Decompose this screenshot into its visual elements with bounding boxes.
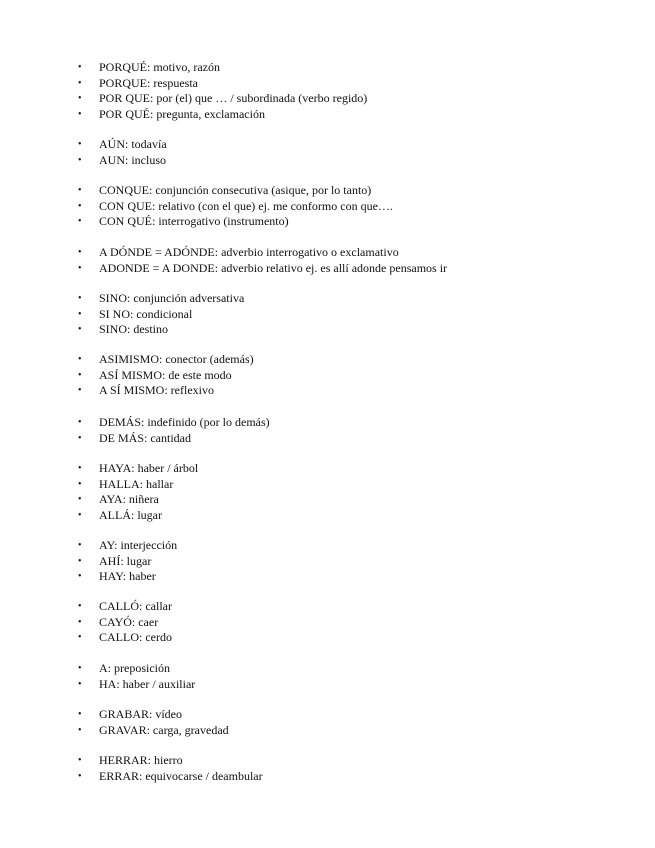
bullet-icon: • <box>78 755 82 766</box>
list-item-text: CALLO: cerdo <box>99 630 172 644</box>
bullet-icon: • <box>78 601 82 612</box>
bullet-icon: • <box>78 139 82 150</box>
bullet-group <box>0 661 655 692</box>
bullet-group <box>0 461 655 523</box>
list-item-text: PORQUÉ: motivo, razón <box>99 60 220 74</box>
bullet-icon: • <box>78 185 82 196</box>
bullet-group <box>0 415 655 446</box>
list-item <box>0 76 655 92</box>
bullet-icon: • <box>78 540 82 551</box>
list-item <box>0 554 655 570</box>
bullet-group <box>0 60 655 122</box>
bullet-icon: • <box>78 555 82 567</box>
list-item <box>0 769 655 785</box>
list-item <box>0 707 655 723</box>
list-item-text: AÚN: todavía <box>99 137 167 151</box>
list-item-text: ERRAR: equivocarse / deambular <box>99 768 263 783</box>
list-item <box>0 630 655 646</box>
list-item-text: AHÍ: lugar <box>99 553 152 568</box>
list-item <box>0 291 655 307</box>
bullet-icon: • <box>78 108 82 120</box>
list-item <box>0 415 655 431</box>
bullet-icon: • <box>78 509 82 521</box>
list-item <box>0 153 655 169</box>
list-item <box>0 107 655 123</box>
list-item <box>0 352 655 368</box>
list-item <box>0 477 655 493</box>
list-item <box>0 91 655 107</box>
bullet-icon: • <box>78 432 82 444</box>
list-item <box>0 199 655 215</box>
list-item-text: HAYA: haber / árbol <box>99 461 199 475</box>
bullet-group <box>0 352 655 399</box>
list-item-text: ASIMISMO: conector (además) <box>99 352 254 366</box>
list-item-text: HALLA: hallar <box>99 476 174 491</box>
list-item-text: GRAVAR: carga, gravedad <box>99 722 229 737</box>
list-item <box>0 538 655 554</box>
list-item-text: CON QUE: relativo (con el que) ej. me conformo con que…. <box>99 198 393 213</box>
list-item <box>0 753 655 769</box>
bullet-group <box>0 599 655 646</box>
list-item-text: AUN: incluso <box>99 152 166 167</box>
list-item <box>0 615 655 631</box>
list-item-text: GRABAR: vídeo <box>99 707 183 721</box>
bullet-group <box>0 137 655 168</box>
list-item-text: DEMÁS: indefinido (por lo demás) <box>99 415 270 429</box>
bullet-group <box>0 291 655 338</box>
bullet-icon: • <box>78 724 82 736</box>
list-item-text: HA: haber / auxiliar <box>99 676 196 691</box>
list-item <box>0 508 655 524</box>
list-item-text: PORQUE: respuesta <box>99 75 198 90</box>
bullet-icon: • <box>78 93 82 104</box>
bullet-icon: • <box>78 77 82 89</box>
list-item <box>0 322 655 338</box>
list-item-text: SI NO: condicional <box>99 306 193 321</box>
list-item-text: ADONDE = A DONDE: adverbio relativo ej. es allí adonde pensamos ir <box>99 260 448 275</box>
list-item-text: AY: interjección <box>99 538 178 552</box>
list-item-text: POR QUE: por (el) que … / subordinada (verbo regido) <box>99 91 368 105</box>
bullet-icon: • <box>78 494 82 505</box>
list-item <box>0 245 655 261</box>
bullet-icon: • <box>78 308 82 320</box>
list-item <box>0 431 655 447</box>
list-item-text: A SÍ MISMO: reflexivo <box>99 383 214 397</box>
bullet-group <box>0 538 655 585</box>
list-item <box>0 461 655 477</box>
bullet-icon: • <box>78 571 82 582</box>
bullet-icon: • <box>78 478 82 490</box>
bullet-icon: • <box>78 293 82 304</box>
list-item <box>0 661 655 677</box>
bullet-icon: • <box>78 262 82 274</box>
list-item <box>0 183 655 199</box>
bullet-group <box>0 183 655 230</box>
bullet-icon: • <box>78 324 82 335</box>
list-item <box>0 368 655 384</box>
list-item-text: A: preposición <box>99 661 170 675</box>
bullet-icon: • <box>78 247 82 258</box>
list-item <box>0 307 655 323</box>
bullet-icon: • <box>78 385 82 396</box>
list-item <box>0 137 655 153</box>
list-item-text: SINO: conjunción adversativa <box>99 291 245 305</box>
bullet-icon: • <box>78 463 82 474</box>
bullet-icon: • <box>78 417 82 428</box>
list-item-text: DE MÁS: cantidad <box>99 430 191 445</box>
bullet-icon: • <box>78 709 82 720</box>
list-item-text: POR QUÉ: pregunta, exclamación <box>99 106 265 121</box>
list-item-text: CALLÓ: callar <box>99 599 172 613</box>
list-item-text: A DÓNDE = ADÓNDE: adverbio interrogativo o exclamativo <box>99 245 399 259</box>
bullet-icon: • <box>78 663 82 674</box>
list-item-text: ALLÁ: lugar <box>99 507 162 522</box>
list-item <box>0 569 655 585</box>
bullet-icon: • <box>78 632 82 643</box>
list-item <box>0 383 655 399</box>
bullet-group <box>0 707 655 738</box>
bullet-icon: • <box>78 62 82 73</box>
bullet-icon: • <box>78 616 82 628</box>
list-item-text: CONQUE: conjunción consecutiva (asique, por lo tanto) <box>99 183 372 197</box>
list-item <box>0 492 655 508</box>
list-item-text: HAY: haber <box>99 569 156 583</box>
list-item <box>0 677 655 693</box>
bullet-icon: • <box>78 154 82 166</box>
list-item-text: AYA: niñera <box>99 492 159 506</box>
bullet-icon: • <box>78 369 82 381</box>
bullet-group <box>0 753 655 784</box>
list-item-text: CON QUÉ: interrogativo (instrumento) <box>99 214 289 228</box>
bullet-icon: • <box>78 200 82 212</box>
bullet-group <box>0 245 655 276</box>
bullet-icon: • <box>78 678 82 690</box>
list-item <box>0 60 655 76</box>
list-item-text: CAYÓ: caer <box>99 614 159 629</box>
bullet-icon: • <box>78 216 82 227</box>
list-item <box>0 599 655 615</box>
list-item <box>0 723 655 739</box>
list-item-text: HERRAR: hierro <box>99 753 183 767</box>
list-item-text: ASÍ MISMO: de este modo <box>99 367 232 382</box>
list-item <box>0 261 655 277</box>
list-item <box>0 214 655 230</box>
bullet-icon: • <box>78 354 82 365</box>
list-item-text: SINO: destino <box>99 322 168 336</box>
bullet-icon: • <box>78 770 82 782</box>
